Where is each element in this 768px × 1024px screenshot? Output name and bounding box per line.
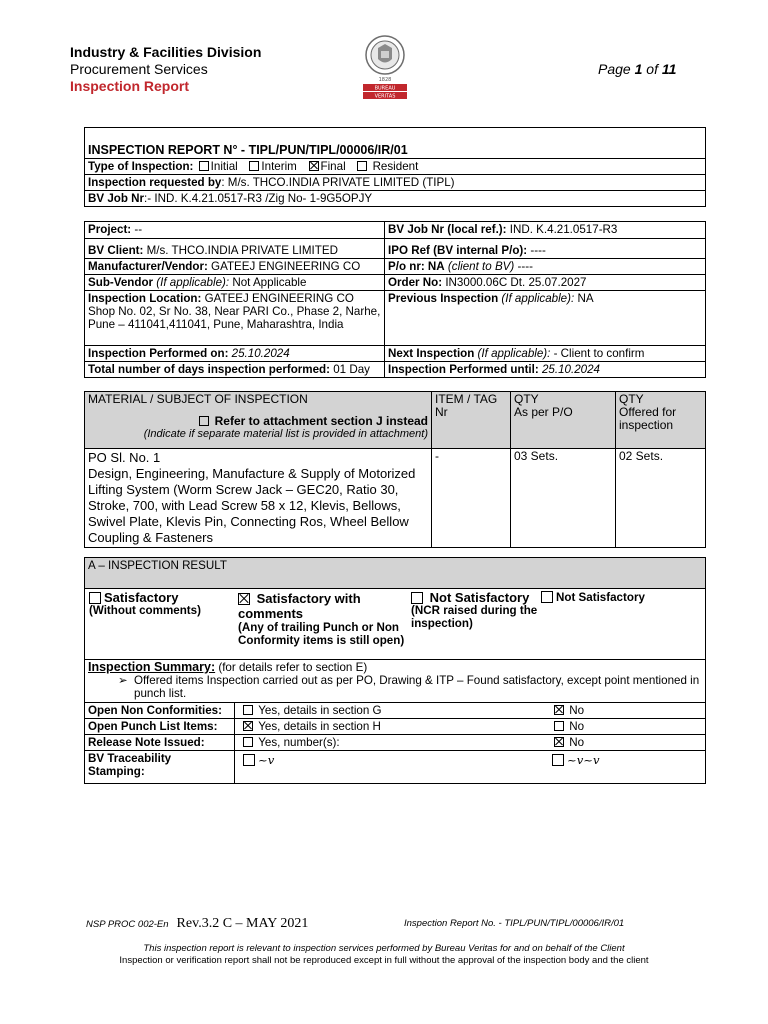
option-satisfactory-with-comments: Satisfactory with comments (Any of trailing Punch or Non Conformity items is still open)	[238, 591, 405, 647]
inspection-result-table	[84, 557, 706, 784]
checkbox-interim[interactable]	[249, 161, 259, 171]
checkbox-final[interactable]	[309, 161, 319, 171]
footer-proc: NSP PROC 002-En Rev.3.2 C – MAY 2021	[86, 916, 309, 931]
subvendor-cell: Sub-Vendor (If applicable): Not Applicable	[85, 275, 385, 291]
requested-by: Inspection requested by: M/s. THCO.INDIA PRIVATE LIMITED (TIPL)	[85, 175, 706, 191]
arrow-bullet-icon: ➢	[118, 674, 128, 687]
checkbox-open-nc-yes[interactable]	[243, 705, 253, 715]
release-note-yes: Yes, number(s):	[235, 735, 550, 751]
po-cell: P/o nr: NA (client to BV) ----	[385, 259, 706, 275]
item-tag-header: ITEM / TAG Nr	[432, 392, 511, 449]
checkbox-not-satisfactory[interactable]	[411, 592, 423, 604]
total-days-cell: Total number of days inspection performed: 01 Day	[85, 362, 385, 378]
checkbox-punch-list-yes[interactable]	[243, 721, 253, 731]
open-nc-no: No	[549, 703, 706, 719]
document-type: Inspection Report	[70, 78, 190, 94]
checkbox-satisfactory[interactable]	[89, 592, 101, 604]
checkbox-initial[interactable]	[199, 161, 209, 171]
letterhead	[70, 44, 261, 95]
checkbox-traceability-no[interactable]	[552, 754, 564, 766]
client-cell: BV Client: M/s. THCO.INDIA PRIVATE LIMITED	[85, 239, 385, 259]
qty-offered-header: QTY Offered for inspection	[616, 392, 706, 449]
punch-list-yes: Yes, details in section H	[235, 719, 550, 735]
bv-job-number: BV Job Nr:- IND. K.4.21.0517-R3 /Zig No- 1-9G5OPJY	[85, 191, 706, 207]
stamp-mark-double-icon: ~v~v	[567, 753, 600, 767]
material-table	[84, 391, 706, 548]
traceability-label: BV Traceability Stamping:	[85, 751, 235, 784]
checkbox-resident[interactable]	[357, 161, 367, 171]
option-not-satisfactory: Not Satisfactory (NCR raised during the inspection)	[411, 590, 538, 630]
punch-list-label: Open Punch List Items:	[85, 719, 235, 735]
department-name: Procurement Services	[70, 61, 208, 77]
release-note-no: No	[549, 735, 706, 751]
checkbox-punch-list-no[interactable]	[554, 721, 564, 731]
punch-list-no: No	[549, 719, 706, 735]
qty-po-header: QTY As per P/O	[511, 392, 616, 449]
checkbox-not-satisfactory-2[interactable]	[541, 591, 553, 603]
result-options	[85, 589, 706, 660]
bv-job-local-cell: BV Job Nr (local ref.): IND. K.4.21.0517-R3	[385, 222, 706, 239]
checkbox-release-note-no[interactable]	[554, 737, 564, 747]
performed-on-cell: Inspection Performed on: 25.10.2024	[85, 346, 385, 362]
release-note-label: Release Note Issued:	[85, 735, 235, 751]
traceability-yes	[235, 751, 550, 784]
bureau-veritas-logo	[360, 34, 410, 100]
logo-text-bureau: BUREAU	[374, 85, 396, 92]
material-header: MATERIAL / SUBJECT OF INSPECTION Refer to attachment section J instead (Indicate if separate material list is provided in attachment)	[85, 392, 432, 449]
checkbox-traceability-yes[interactable]	[243, 754, 255, 766]
option-satisfactory: Satisfactory (Without comments)	[89, 590, 201, 617]
footer-report-number: Inspection Report No. - TIPL/PUN/TIPL/00006/IR/01	[404, 918, 625, 929]
report-title: INSPECTION REPORT N° - TIPL/PUN/TIPL/00006/IR/01	[85, 128, 706, 159]
material-description: PO Sl. No. 1 Design, Engineering, Manufacture & Supply of Motorized Lifting System (Worm Screw Jack – GEC20, Ratio 30, Stroke, 700, with Lead Screw 58 x 12, Klevis, Bellows, Swivel Plate, Klevis Pin, Connecting Ros, Wheel Bellow Coupling & Fasteners	[85, 449, 432, 548]
performed-until-cell: Inspection Performed until: 25.10.2024	[385, 362, 706, 378]
division-name: Industry & Facilities Division	[70, 44, 262, 60]
open-nc-label: Open Non Conformities:	[85, 703, 235, 719]
checkbox-open-nc-no[interactable]	[554, 705, 564, 715]
traceability-no	[549, 751, 706, 784]
checkbox-satisfactory-with-comments[interactable]	[238, 593, 250, 605]
inspection-summary: Inspection Summary: (for details refer to section E) ➢ Offered items Inspection carried out as per PO, Drawing & ITP – Found satisfactory, except point mentioned in punch list.	[85, 660, 706, 703]
qty-offered-value: 02 Sets.	[616, 449, 706, 548]
option-not-satisfactory-2: Not Satisfactory	[541, 591, 645, 604]
order-cell: Order No: IN3000.06C Dt. 25.07.2027	[385, 275, 706, 291]
previous-inspection-cell: Previous Inspection (If applicable): NA	[385, 291, 706, 346]
location-cell: Inspection Location: GATEEJ ENGINEERING CO Shop No. 02, Sr No. 38, Near PARI Co., Phase 2, Narhe, Pune – 411041,411041, Pune, Maharashtra, India	[85, 291, 385, 346]
next-inspection-cell: Next Inspection (If applicable): - Client to confirm	[385, 346, 706, 362]
logo-text-veritas: VERITAS	[374, 93, 396, 100]
footer-revision: Rev.3.2 C – MAY 2021	[176, 916, 309, 931]
project-cell: Project: --	[85, 222, 385, 239]
details-table	[84, 221, 706, 378]
logo-year: 1828	[378, 77, 392, 83]
ipo-cell: IPO Ref (BV internal P/o): ----	[385, 239, 706, 259]
type-of-inspection: Type of Inspection: Initial Interim Final Resident	[85, 159, 706, 175]
report-id-table	[84, 127, 706, 207]
open-nc-yes: Yes, details in section G	[235, 703, 550, 719]
stamp-mark-icon: ~v	[258, 753, 275, 767]
footer-disclaimer: This inspection report is relevant to inspection services performed by Bureau Veritas for and on behalf of the Client Inspection or verification report shall not be reproduced except in full without the approval of the inspection body and the client	[119, 943, 649, 966]
result-section-title: A – INSPECTION RESULT	[85, 558, 706, 589]
summary-bullet: ➢ Offered items Inspection carried out as per PO, Drawing & ITP – Found satisfactory, except point mentioned in punch list.	[118, 674, 700, 700]
page-number: Page 1 of 11	[598, 61, 677, 77]
item-tag-value: -	[432, 449, 511, 548]
manufacturer-cell: Manufacturer/Vendor: GATEEJ ENGINEERING CO	[85, 259, 385, 275]
qty-po-value: 03 Sets.	[511, 449, 616, 548]
checkbox-refer-attachment[interactable]	[199, 416, 209, 426]
checkbox-release-note-yes[interactable]	[243, 737, 253, 747]
